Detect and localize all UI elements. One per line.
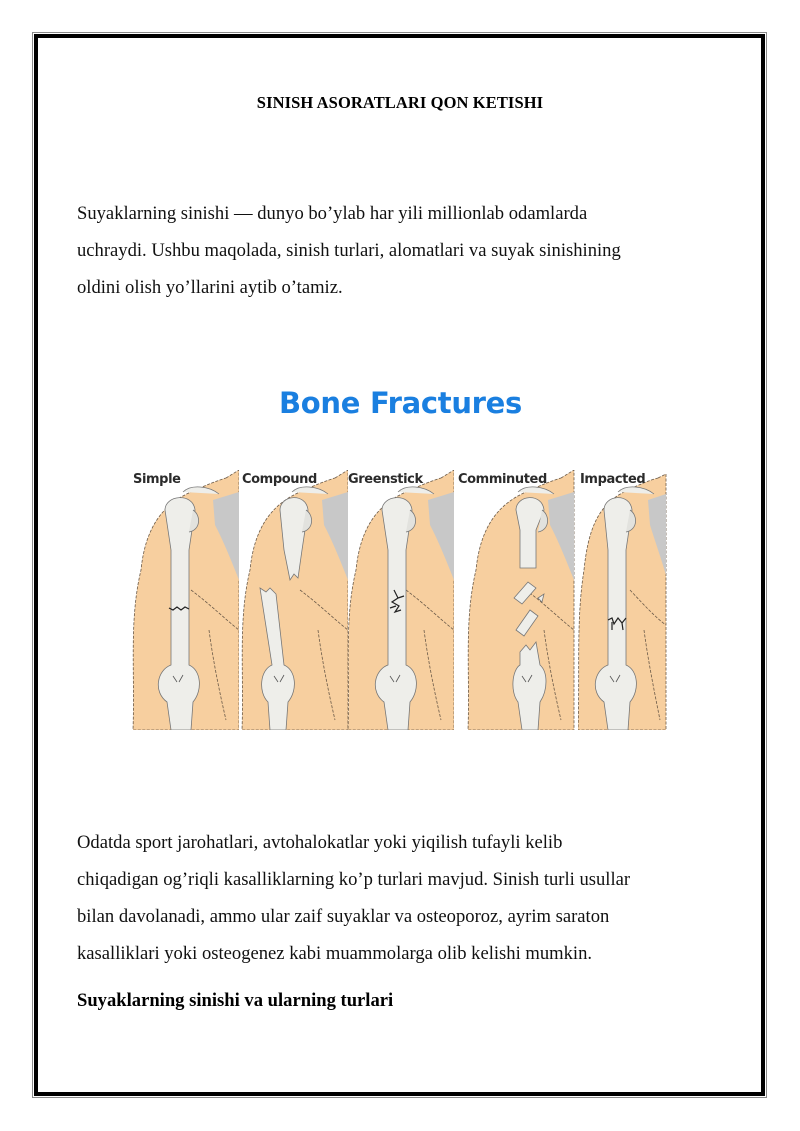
compound-fracture-illustration <box>240 470 348 730</box>
panel-label: Comminuted <box>458 472 547 487</box>
intro-line: Suyaklarning sinishi — dunyo bo’ylab har yili millionlab odamlarda <box>77 203 588 224</box>
body-line: chiqadigan og’riqli kasalliklarning ko’p turlari mavjud. Sinish turli usullar <box>77 869 631 890</box>
body-line: kasalliklari yoki osteogenez kabi muammolarga olib kelishi mumkin. <box>77 943 593 964</box>
panel-label: Impacted <box>580 472 646 487</box>
panel-label: Greenstick <box>348 472 423 487</box>
document-title: SINISH ASORATLARI QON KETISHI <box>256 93 544 112</box>
intro-paragraph <box>77 195 737 306</box>
panel-label: Compound <box>242 472 317 487</box>
greenstick-fracture-illustration <box>346 470 454 730</box>
simple-fracture-illustration <box>131 470 239 730</box>
panel-label: Simple <box>133 472 181 487</box>
figure-title: Bone Fractures <box>279 386 522 420</box>
bone-fractures-figure <box>128 378 673 730</box>
panel-simple <box>131 470 239 730</box>
panel-greenstick <box>346 470 454 730</box>
impacted-fracture-illustration <box>578 470 668 730</box>
panel-comminuted <box>456 470 564 730</box>
intro-line: oldini olish yo’llarini aytib o’tamiz. <box>77 277 343 298</box>
body-line: Odatda sport jarohatlari, avtohalokatlar yoki yiqilish tufayli kelib <box>77 832 563 853</box>
panel-compound <box>240 470 348 730</box>
intro-line: uchraydi. Ushbu maqolada, sinish turlari, alomatlari va suyak sinishining <box>77 240 621 261</box>
comminuted-fracture-illustration <box>456 470 576 730</box>
section-subheading: Suyaklarning sinishi va ularning turlari <box>77 990 394 1011</box>
body-paragraph <box>77 824 737 972</box>
body-line: bilan davolanadi, ammo ular zaif suyaklar va osteoporoz, ayrim saraton <box>77 906 610 927</box>
panel-impacted <box>578 470 686 730</box>
